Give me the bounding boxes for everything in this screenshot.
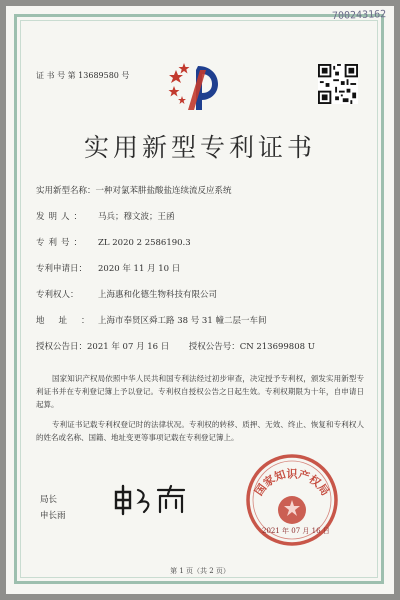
- field-label: 授权公告日：: [36, 342, 88, 352]
- field-utility-model-name: [36, 184, 232, 196]
- handwritten-note: 700243162: [331, 9, 387, 22]
- svg-text:国家知识产权局: [251, 466, 331, 498]
- certificate-paragraph-2: 专利证书记载专利权登记时的法律状况。专利权的转移、质押、无效、终止、恢复和专利权人的姓名或名称、国籍、地址变更等事项记载在专利登记簿上。: [36, 420, 364, 442]
- field-label: 专利申请日：: [36, 264, 88, 274]
- field-filing-date: [36, 262, 180, 274]
- certificate-number: 证 书 号 第 13689580 号: [36, 71, 130, 80]
- field-value: 2020 年 11 月 10 日: [98, 264, 181, 274]
- field-address: [36, 314, 266, 326]
- field-patentee: [36, 288, 217, 300]
- field-value: CN 213699808 U: [239, 342, 315, 352]
- field-label: 实用新型名称：: [36, 186, 96, 196]
- field-value: 上海惠和化德生物科技有限公司: [98, 290, 218, 300]
- director-signature-icon: [110, 482, 190, 518]
- field-patent-number: [36, 236, 191, 248]
- field-label: 发明人：: [36, 212, 87, 222]
- field-value: ZL 2020 2 2586190.3: [98, 238, 191, 248]
- director-block: [40, 492, 66, 524]
- page-info: 第 1 页（共 2 页）: [170, 567, 230, 575]
- field-value: 2021 年 07 月 16 日: [87, 342, 170, 352]
- field-value: 马兵；穆文波；王函: [98, 212, 175, 222]
- director-name: 申长雨: [40, 511, 66, 521]
- field-label: 地址：: [36, 316, 104, 326]
- seal-date: 2021 年 07 月 16 日: [262, 527, 330, 535]
- certificate-paragraph-1: 国家知识产权局依照中华人民共和国专利法经过初步审查，决定授予专利权，颁发实用新型专利证书并在专利登记簿上予以登记。专利权自授权公告之日起生效。专利权期限为十年，自申请日起算。: [36, 374, 364, 409]
- field-grant-date: [36, 340, 315, 352]
- field-label: 授权公告号：: [188, 342, 240, 352]
- qr-code-icon: [318, 64, 358, 104]
- field-label: 专利权人：: [36, 290, 79, 300]
- field-value: 一种对氯苯肼盐酸盐连续流反应系统: [95, 186, 232, 196]
- field-inventors: [36, 210, 175, 222]
- field-label: 专利号：: [36, 238, 87, 248]
- director-label: 局长: [40, 495, 58, 505]
- seal-text: 国家知识产权局: [252, 467, 332, 499]
- cnipa-logo-icon: [168, 60, 230, 112]
- field-value: 上海市奉贤区舜工路 38 号 31 幢二层一车间: [98, 316, 267, 326]
- certificate-title: 实用新型专利证书: [83, 133, 316, 162]
